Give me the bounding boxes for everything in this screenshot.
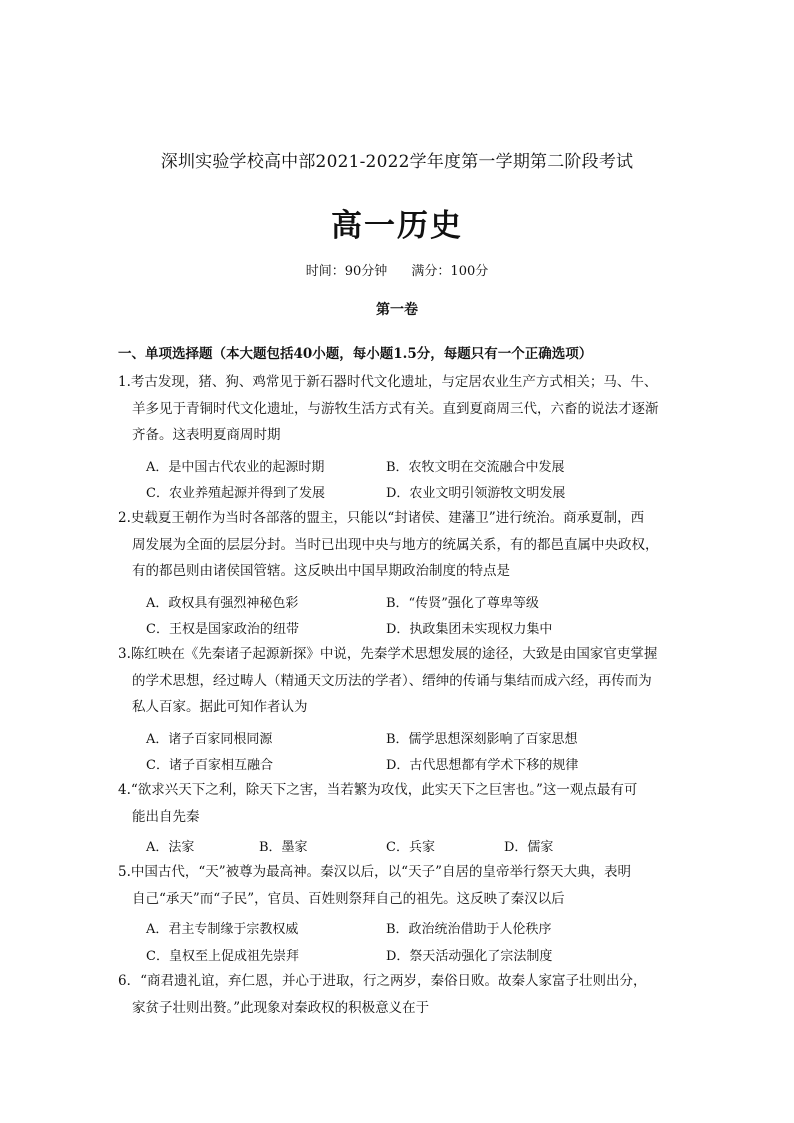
question-1: [118, 369, 678, 449]
exam-meta: [0, 260, 794, 279]
question-line: 私人百家。据此可知作者认为: [132, 699, 308, 715]
question-line: 3.陈红映在《先秦诸子起源新探》中说，先秦学术思想发展的途径，大致是由国家官吏掌握: [118, 646, 658, 662]
option-b: B．墨家: [259, 840, 308, 855]
question-line: 自己“承天”而“子民”，官员、百姓则祭拜自己的祖先。这反映了秦汉以后: [132, 890, 565, 907]
exam-time: 时间：90分钟: [305, 264, 388, 279]
school-exam-title: 深圳实验学校高中部2021-2022学年度第一学期第二阶段考试: [160, 152, 634, 172]
option-c: C．王权是国家政治的纽带: [146, 622, 299, 637]
question-4: [118, 777, 678, 830]
question-line: 2.史载夏王朝作为当时各部落的盟主，只能以“封诸侯、建藩卫”进行统治。商承夏制，西: [118, 510, 645, 526]
question-line: 的学术思想，经过畴人（精通天文历法的学者）、缙绅的传诵与集结而成六经，再传而为: [132, 672, 652, 689]
option-c: C．兵家: [386, 840, 435, 855]
option-a: A．政权具有强烈神秘色彩: [146, 596, 299, 611]
option-a: A．诸子百家同根同源: [146, 732, 273, 747]
option-d: D．儒家: [504, 840, 554, 855]
section-title: 一、单项选择题（本大题包括40小题，每小题1.5分，每题只有一个正确选项）: [118, 346, 593, 362]
option-a: A．法家: [146, 840, 195, 855]
question-line: 1.考古发现，猪、狗、鸡常见于新石器时代文化遗址，与定居农业生产方式相关；马、牛、: [118, 374, 658, 390]
option-d: D．农业文明引领游牧文明发展: [386, 486, 566, 501]
question-line: 周发展为全面的层层分封。当时已出现中央与地方的统属关系，有的都邑直属中央政权，: [132, 536, 659, 553]
question-line: 5.中国古代，“天”被尊为最高神。秦汉以后，以“天子”自居的皇帝举行祭天大典，表明: [118, 864, 631, 880]
option-c: C．诸子百家相互融合: [146, 758, 273, 773]
option-d: D．祭天活动强化了宗法制度: [386, 949, 553, 964]
option-d: D．执政集团未实现权力集中: [386, 622, 553, 637]
option-a: A．君主专制缘于宗教权威: [146, 922, 299, 937]
option-b: B．儒学思想深刻影响了百家思想: [386, 732, 578, 747]
question-line: 有的都邑则由诸侯国管辖。这反映出中国早期政治制度的特点是: [132, 563, 510, 579]
option-b: B．政治统治借助于人伦秩序: [386, 922, 552, 937]
question-6: [118, 968, 678, 1021]
question-line: 家贫子壮则出赘。”此现象对秦政权的积极意义在于: [132, 999, 430, 1016]
option-b: B．“传贤”强化了尊卑等级: [386, 596, 539, 611]
option-b: B．农牧文明在交流融合中发展: [386, 460, 565, 475]
subject-title: 高一历史: [331, 208, 463, 244]
question-5: [118, 859, 678, 912]
option-c: C．皇权至上促成祖先崇拜: [146, 949, 299, 964]
question-3: [118, 641, 678, 721]
option-d: D．古代思想都有学术下移的规律: [386, 758, 579, 773]
question-line: 能出自先秦: [132, 808, 200, 825]
option-c: C．农业养殖起源并得到了发展: [146, 486, 325, 501]
volume-label: 第一卷: [376, 302, 418, 318]
question-2: [118, 505, 678, 585]
question-line: 4.“欲求兴天下之利，除天下之害，当若繁为攻伐，此实天下之巨害也。”这一观点最有可: [118, 782, 638, 798]
exam-score: 满分：100分: [411, 264, 489, 279]
question-line: 6．“商君遗礼谊，弃仁恩，并心于进取，行之两岁，秦俗日败。故秦人家富子壮则出分，: [118, 973, 647, 989]
question-line: 齐备。这表明夏商周时期: [132, 427, 281, 443]
option-a: A．是中国古代农业的起源时期: [146, 460, 325, 475]
question-line: 羊多见于青铜时代文化遗址，与游牧生活方式有关。直到夏商周三代，六畜的说法才逐渐: [132, 400, 659, 417]
